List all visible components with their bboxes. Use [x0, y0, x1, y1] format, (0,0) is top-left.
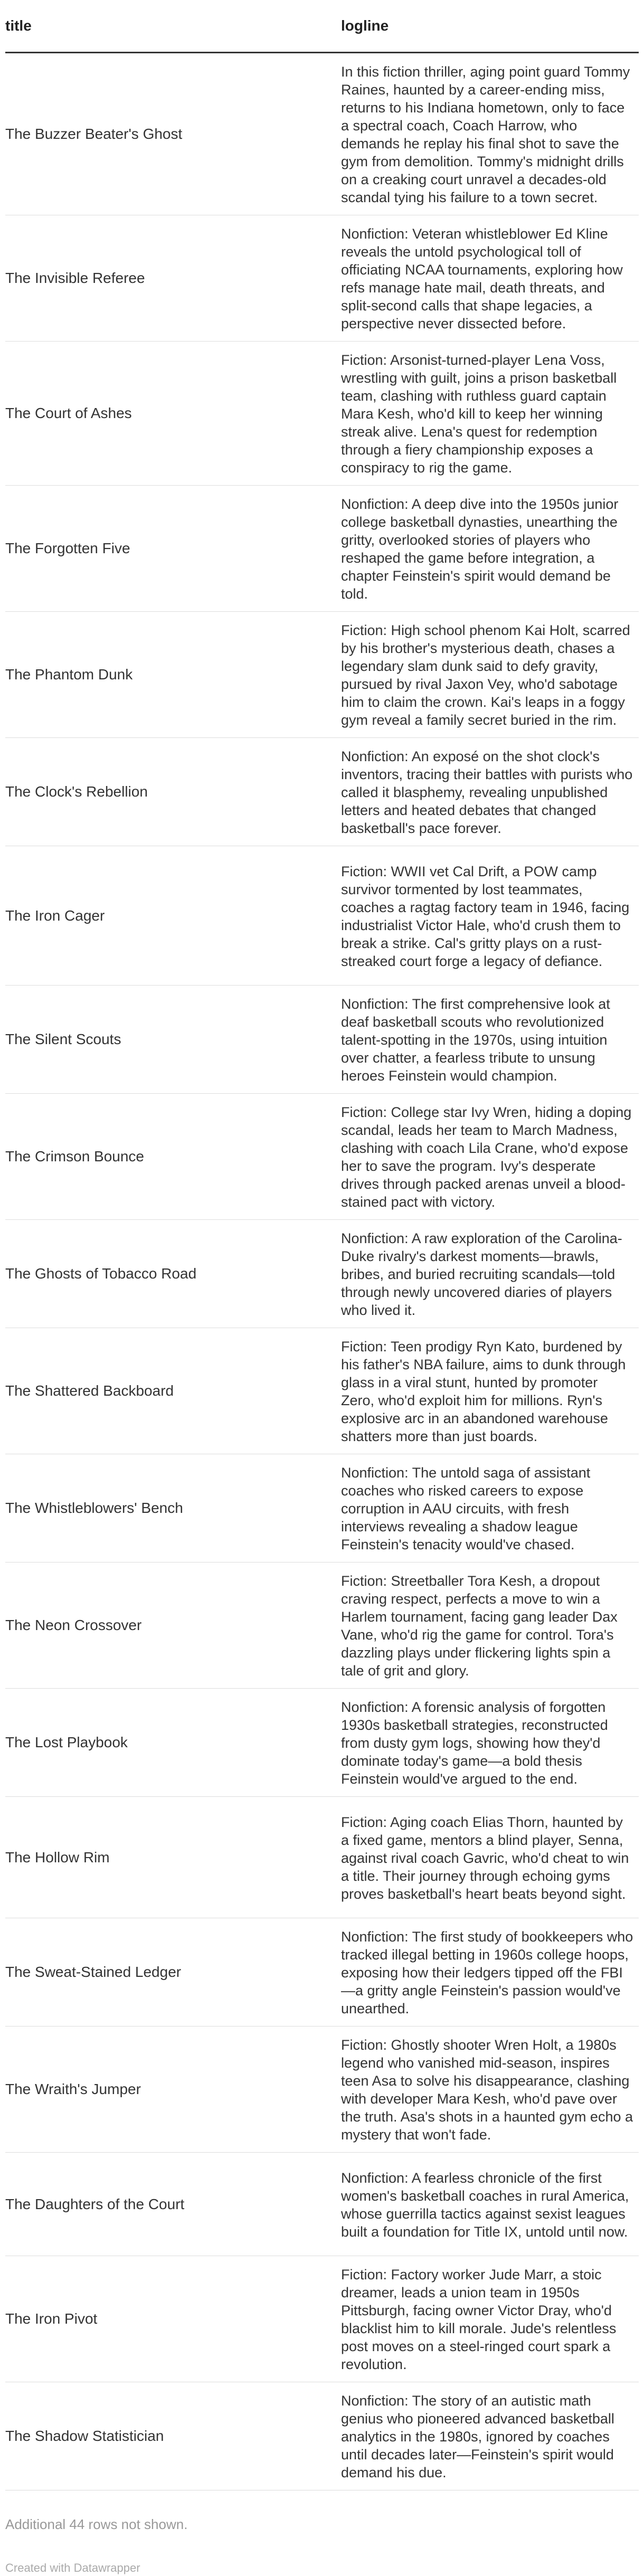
title-cell: The Silent Scouts: [5, 986, 341, 1094]
table-row: [5, 486, 639, 612]
logline-text: Fiction: Factory worker Jude Marr, a stoic dreamer, leads a union team in 1950s Pittsburgh, facing owner Victor Dray, who'd blacklist him to kill morale. Jude's relentless post moves on a steel-ringed court spark a revolution.: [341, 2267, 617, 2372]
table-row: [5, 2256, 639, 2382]
logline-text: Nonfiction: An exposé on the shot clock's inventors, tracing their battles with purists who called it blasphemy, revealing unpublished letters and heated debates that changed basketball's pace forever.: [341, 749, 633, 836]
logline-text: Nonfiction: A raw exploration of the Carolina-Duke rivalry's darkest moments—brawls, bribes, and buried recruiting scandals—told through newly uncovered diaries of players who lived it.: [341, 1230, 622, 1318]
logline-cell: [341, 1454, 639, 1562]
title-cell: The Lost Playbook: [5, 1689, 341, 1797]
rows-hidden-note: Additional 44 rows not shown.: [5, 2516, 188, 2532]
logline-text: Nonfiction: The untold saga of assistant coaches who risked careers to expose corruption in AAU circuits, with fresh interviews revealing a shadow league Feinstein's tenacity would've chased.: [341, 1465, 591, 1552]
logline-text: Nonfiction: A deep dive into the 1950s junior college basketball dynasties, unearthing the gritty, overlooked stories of players who reshaped the game before integration, a chapter Feinstein's spirit would demand be told.: [341, 496, 619, 602]
table-row: [5, 1918, 639, 2026]
datawrapper-credit: Created with Datawrapper: [5, 2561, 140, 2574]
table-header: [5, 0, 639, 53]
table-row: [5, 1220, 639, 1328]
logline-text: Fiction: College star Ivy Wren, hiding a doping scandal, leads her team to March Madness, clashing with coach Lila Crane, who'd expose her to save the program. Ivy's desperate drives through packed arenas unveil a blood-stained pact with victory.: [341, 1104, 632, 1210]
title-cell: The Neon Crossover: [5, 1562, 341, 1689]
title-cell: The Ghosts of Tobacco Road: [5, 1220, 341, 1328]
logline-text: Fiction: Arsonist-turned-player Lena Voss, wrestling with guilt, joins a prison basketball team, clashing with ruthless guard captain Mara Kesh, who'd kill to keep her winning streak alive. Lena's quest for redemption through a fiery championship exposes a conspiracy to rig the game.: [341, 352, 617, 476]
table-row: [5, 1454, 639, 1562]
logline-text: Fiction: Streetballer Tora Kesh, a dropout craving respect, perfects a move to win a Harlem tournament, facing gang leader Dax Vane, who'd rig the game for control. Tora's dazzling plays under flickering lights spin a tale of grit and glory.: [341, 1573, 618, 1679]
logline-cell: [341, 1328, 639, 1454]
column-header-logline[interactable]: logline: [341, 0, 639, 53]
logline-cell: [341, 1689, 639, 1797]
column-header-title[interactable]: title: [5, 0, 341, 53]
title-cell: The Invisible Referee: [5, 215, 341, 342]
story-table: [5, 0, 639, 2490]
title-cell: The Court of Ashes: [5, 342, 341, 486]
title-cell: The Shattered Backboard: [5, 1328, 341, 1454]
logline-cell: [341, 2153, 639, 2256]
title-cell: The Forgotten Five: [5, 486, 341, 612]
logline-text: Nonfiction: The first comprehensive look at deaf basketball scouts who revolutionized talent-spotting in the 1970s, using intuition over chatter, a fearless tribute to unsung heroes Feinstein would champion.: [341, 996, 610, 1084]
logline-text: Fiction: Ghostly shooter Wren Holt, a 1980s legend who vanished mid-season, inspires teen Asa to solve his disappearance, clashing with developer Mara Kesh, who'd pave over the truth. Asa's shots in a haunted gym echo a mystery that won't fade.: [341, 2037, 633, 2143]
table-row: [5, 342, 639, 486]
title-cell: The Clock's Rebellion: [5, 738, 341, 846]
logline-cell: [341, 1220, 639, 1328]
logline-text: Nonfiction: The first study of bookkeepers who tracked illegal betting in 1960s college hoops, exposing how their ledgers tipped off the FBI—a gritty angle Feinstein's passion would've unearthed.: [341, 1929, 633, 2016]
logline-cell: [341, 1797, 639, 1918]
table-row: [5, 2026, 639, 2153]
table-row: [5, 1562, 639, 1689]
title-cell: The Whistleblowers' Bench: [5, 1454, 341, 1562]
logline-cell: [341, 986, 639, 1094]
logline-cell: [341, 846, 639, 986]
logline-text: In this fiction thriller, aging point guard Tommy Raines, haunted by a career-ending miss, returns to his Indiana hometown, only to face a spectral coach, Coach Harrow, who demands he replay his final shot to save the gym from demolition. Tommy's midnight drills on a creaking court unravel a decades-old scandal tying his failure to a town secret.: [341, 64, 630, 205]
table-row: [5, 1689, 639, 1797]
logline-cell: [341, 738, 639, 846]
table-row: [5, 215, 639, 342]
logline-text: Fiction: Teen prodigy Ryn Kato, burdened by his father's NBA failure, aims to dunk through glass in a viral stunt, hunted by promoter Zero, who'd exploit him for millions. Ryn's explosive arc in an abandoned warehouse shatters more than just boards.: [341, 1339, 626, 1444]
logline-cell: [341, 1094, 639, 1220]
table-row: [5, 612, 639, 738]
table-row: [5, 2153, 639, 2256]
title-cell: The Hollow Rim: [5, 1797, 341, 1918]
logline-cell: [341, 53, 639, 215]
title-cell: The Crimson Bounce: [5, 1094, 341, 1220]
logline-cell: [341, 612, 639, 738]
title-cell: The Iron Pivot: [5, 2256, 341, 2382]
table-row: [5, 1797, 639, 1918]
logline-text: Fiction: Aging coach Elias Thorn, haunted by a fixed game, mentors a blind player, Senna, against rival coach Gavric, who'd cheat to win a title. Their journey through echoing gyms proves basketball's heart beats beyond sight.: [341, 1814, 629, 1902]
title-cell: The Wraith's Jumper: [5, 2026, 341, 2153]
logline-cell: [341, 1562, 639, 1689]
logline-cell: [341, 2256, 639, 2382]
logline-cell: [341, 2382, 639, 2490]
logline-text: Nonfiction: A forensic analysis of forgotten 1930s basketball strategies, reconstructed from dusty gym logs, showing how they'd dominate today's game—a bold thesis Feinstein would've argued to the end.: [341, 1699, 608, 1787]
title-cell: The Buzzer Beater's Ghost: [5, 53, 341, 215]
table-body: [5, 53, 639, 2490]
logline-cell: [341, 215, 639, 342]
header-row: [5, 0, 639, 53]
table-row: [5, 738, 639, 846]
logline-cell: [341, 342, 639, 486]
table-row: [5, 1328, 639, 1454]
logline-text: Nonfiction: A fearless chronicle of the first women's basketball coaches in rural America, whose guerrilla tactics against sexist leagues built a foundation for Title IX, untold until now.: [341, 2170, 629, 2240]
logline-cell: [341, 1918, 639, 2026]
table-row: [5, 2382, 639, 2490]
logline-cell: [341, 486, 639, 612]
logline-text: Nonfiction: The story of an autistic math genius who pioneered advanced basketball analytics in the 1980s, ignored by coaches until decades later—Feinstein's spirit would demand his due.: [341, 2393, 614, 2480]
table-row: [5, 53, 639, 215]
table-row: [5, 846, 639, 986]
title-cell: The Phantom Dunk: [5, 612, 341, 738]
logline-text: Fiction: High school phenom Kai Holt, scarred by his brother's mysterious death, chases a legendary slam dunk said to defy gravity, pursued by rival Jaxon Vey, who'd sabotage him to claim the crown. Kai's leaps in a foggy gym reveal a family secret buried in the rim.: [341, 622, 630, 728]
title-cell: The Iron Cager: [5, 846, 341, 986]
title-cell: The Daughters of the Court: [5, 2153, 341, 2256]
table-row: [5, 1094, 639, 1220]
table-row: [5, 986, 639, 1094]
logline-cell: [341, 2026, 639, 2153]
title-cell: The Sweat-Stained Ledger: [5, 1918, 341, 2026]
title-cell: The Shadow Statistician: [5, 2382, 341, 2490]
logline-text: Fiction: WWII vet Cal Drift, a POW camp survivor tormented by lost teammates, coaches a ragtag factory team in 1946, facing industrialist Victor Hale, who'd crush them to break a strike. Cal's gritty plays on a rust-streaked court forge a legacy of defiance.: [341, 863, 630, 969]
logline-text: Nonfiction: Veteran whistleblower Ed Kline reveals the untold psychological toll of officiating NCAA tournaments, exploring how refs manage hate mail, death threats, and split-second calls that shape legacies, a perspective never dissected before.: [341, 226, 623, 332]
